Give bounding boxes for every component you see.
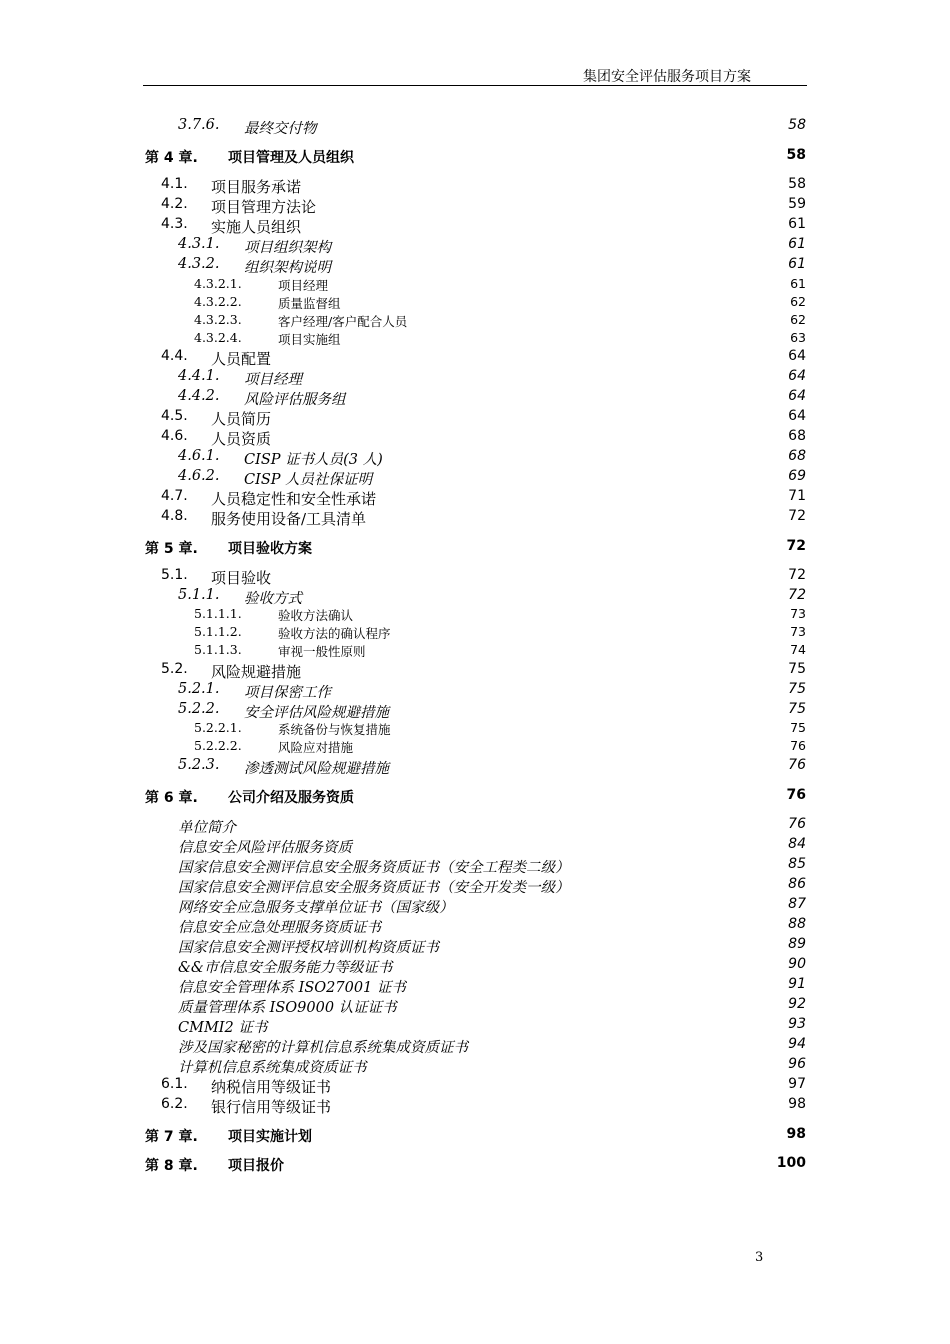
toc-entry-title: 验收方法确认 xyxy=(278,608,354,623)
toc-entry-title: 人员简历 xyxy=(211,410,272,428)
toc-entry-page: 94 xyxy=(788,1036,806,1052)
toc-entry-title: 服务使用设备/工具清单 xyxy=(211,510,367,528)
toc-entry[interactable] xyxy=(0,996,950,1016)
toc-entry-page: 97 xyxy=(788,1076,806,1092)
toc-entry-number: 第 7 章. xyxy=(145,1129,198,1145)
toc-entry-page: 76 xyxy=(788,816,806,832)
toc-entry[interactable] xyxy=(0,567,950,587)
toc-entry-number: 5.2.2. xyxy=(178,701,220,717)
toc-entry[interactable] xyxy=(0,330,950,350)
toc-entry-number: 4.3.1. xyxy=(178,236,220,252)
toc-entry[interactable] xyxy=(0,488,950,508)
toc-entry[interactable] xyxy=(0,276,950,296)
toc-entry-page: 58 xyxy=(788,117,806,133)
toc-entry-page: 61 xyxy=(788,236,806,252)
toc-entry-title: 最终交付物 xyxy=(244,121,317,137)
toc-entry-page: 88 xyxy=(788,916,806,932)
toc-entry-page: 89 xyxy=(788,936,806,952)
toc-entry-title: 信息安全应急处理服务资质证书 xyxy=(178,920,381,936)
toc-entry-page: 69 xyxy=(788,468,806,484)
toc-entry-title: 银行信用等级证书 xyxy=(211,1098,332,1116)
toc-entry-page: 61 xyxy=(788,216,806,232)
toc-entry-page: 72 xyxy=(788,508,806,524)
toc-entry-title: 实施人员组织 xyxy=(211,218,302,236)
toc-entry-title: 质量管理体系 ISO9000 认证证书 xyxy=(178,1000,397,1016)
toc-entry[interactable] xyxy=(0,661,950,681)
toc-entry-page: 75 xyxy=(788,681,806,697)
toc-entry-page: 62 xyxy=(790,312,806,327)
toc-entry-title: 风险规避措施 xyxy=(211,663,302,681)
toc-entry[interactable] xyxy=(0,388,950,408)
toc-entry-page: 76 xyxy=(788,757,806,773)
toc-entry-title: CMMI2 证书 xyxy=(178,1020,268,1036)
toc-entry-title: 系统备份与恢复措施 xyxy=(278,722,391,737)
toc-entry-title: 项目保密工作 xyxy=(244,685,331,701)
toc-entry-page: 76 xyxy=(786,787,806,803)
toc-entry[interactable] xyxy=(0,876,950,896)
toc-entry[interactable] xyxy=(0,312,950,332)
toc-entry[interactable] xyxy=(0,508,950,528)
toc-entry[interactable] xyxy=(0,294,950,314)
toc-entry-title: 项目组织架构 xyxy=(244,240,331,256)
toc-entry-number: 4.4.1. xyxy=(178,368,220,384)
toc-entry[interactable] xyxy=(0,1016,950,1036)
toc-entry-page: 85 xyxy=(788,856,806,872)
toc-entry-title: 项目服务承诺 xyxy=(211,178,302,196)
toc-entry-page: 93 xyxy=(788,1016,806,1032)
toc-entry-title: 信息安全管理体系 ISO27001 证书 xyxy=(178,980,406,996)
toc-chapter-entry[interactable] xyxy=(0,1126,950,1146)
toc-entry-number: 4.6.1. xyxy=(178,448,220,464)
toc-entry[interactable] xyxy=(0,738,950,758)
toc-entry[interactable] xyxy=(0,117,950,137)
toc-entry-number: 5.1. xyxy=(161,567,188,583)
toc-entry[interactable] xyxy=(0,836,950,856)
toc-entry-number: 3.7.6. xyxy=(178,117,220,133)
toc-entry-number: 6.1. xyxy=(161,1076,188,1092)
toc-entry-page: 92 xyxy=(788,996,806,1012)
toc-entry[interactable] xyxy=(0,587,950,607)
toc-entry-title: &&市信息安全服务能力等级证书 xyxy=(178,960,393,976)
toc-entry[interactable] xyxy=(0,1036,950,1056)
toc-entry-number: 5.2.2.2. xyxy=(194,738,242,753)
toc-entry[interactable] xyxy=(0,256,950,276)
toc-entry[interactable] xyxy=(0,757,950,777)
toc-entry-page: 68 xyxy=(788,428,806,444)
toc-entry[interactable] xyxy=(0,368,950,388)
toc-entry-page: 58 xyxy=(788,176,806,192)
toc-entry-page: 86 xyxy=(788,876,806,892)
toc-entry-page: 73 xyxy=(790,624,806,639)
toc-entry[interactable] xyxy=(0,624,950,644)
toc-entry-page: 72 xyxy=(788,567,806,583)
toc-entry-page: 64 xyxy=(788,388,806,404)
toc-entry-title: 单位简介 xyxy=(178,820,236,836)
toc-entry-title: 项目经理 xyxy=(278,278,329,293)
toc-entry-page: 96 xyxy=(788,1056,806,1072)
toc-entry-title: 项目实施计划 xyxy=(228,1129,312,1145)
toc-entry-page: 71 xyxy=(788,488,806,504)
toc-entry-page: 84 xyxy=(788,836,806,852)
toc-entry-title: 公司介绍及服务资质 xyxy=(228,790,354,806)
toc-entry-title: 项目实施组 xyxy=(278,332,341,347)
toc-entry-page: 75 xyxy=(790,720,806,735)
toc-entry-page: 58 xyxy=(786,147,806,163)
toc-entry[interactable] xyxy=(0,408,950,428)
toc-entry-title: 项目管理方法论 xyxy=(211,198,317,216)
toc-entry[interactable] xyxy=(0,216,950,236)
toc-entry-number: 4.3.2.4. xyxy=(194,330,242,345)
toc-entry[interactable] xyxy=(0,236,950,256)
toc-entry-page: 72 xyxy=(786,538,806,554)
toc-entry-number: 5.1.1. xyxy=(178,587,220,603)
toc-entry-page: 76 xyxy=(790,738,806,753)
toc-entry[interactable] xyxy=(0,606,950,626)
toc-entry-number: 4.1. xyxy=(161,176,188,192)
toc-entry-number: 4.2. xyxy=(161,196,188,212)
toc-entry-number: 5.1.1.1. xyxy=(194,606,242,621)
toc-entry-title: 计算机信息系统集成资质证书 xyxy=(178,1060,367,1076)
toc-entry-title: 验收方法的确认程序 xyxy=(278,626,391,641)
toc-entry[interactable] xyxy=(0,916,950,936)
toc-entry-page: 75 xyxy=(788,661,806,677)
toc-entry-number: 6.2. xyxy=(161,1096,188,1112)
toc-entry-page: 61 xyxy=(788,256,806,272)
toc-entry[interactable] xyxy=(0,681,950,701)
toc-entry-title: CISP 人员社保证明 xyxy=(244,472,373,488)
toc-entry-page: 64 xyxy=(788,408,806,424)
toc-entry[interactable] xyxy=(0,936,950,956)
toc-entry-page: 62 xyxy=(790,294,806,309)
toc-entry-title: 人员配置 xyxy=(211,350,272,368)
toc-entry[interactable] xyxy=(0,448,950,468)
toc-entry-number: 4.8. xyxy=(161,508,188,524)
toc-entry[interactable] xyxy=(0,956,950,976)
toc-entry-page: 63 xyxy=(790,330,806,345)
toc-entry-title: 人员资质 xyxy=(211,430,272,448)
toc-entry-page: 98 xyxy=(788,1096,806,1112)
toc-entry-number: 第 8 章. xyxy=(145,1158,198,1174)
toc-entry-number: 4.6.2. xyxy=(178,468,220,484)
toc-entry-page: 68 xyxy=(788,448,806,464)
toc-entry-page: 64 xyxy=(788,348,806,364)
toc-entry[interactable] xyxy=(0,1076,950,1096)
toc-entry-number: 5.2.2.1. xyxy=(194,720,242,735)
toc-chapter-entry[interactable] xyxy=(0,538,950,558)
toc-entry-number: 4.6. xyxy=(161,428,188,444)
toc-entry-number: 4.3. xyxy=(161,216,188,232)
toc-entry-number: 第 6 章. xyxy=(145,790,198,806)
toc-entry-page: 59 xyxy=(788,196,806,212)
toc-entry-page: 61 xyxy=(790,276,806,291)
toc-entry-page: 64 xyxy=(788,368,806,384)
toc-entry[interactable] xyxy=(0,1056,950,1076)
toc-entry[interactable] xyxy=(0,196,950,216)
toc-entry-number: 5.2.1. xyxy=(178,681,220,697)
toc-entry-page: 98 xyxy=(786,1126,806,1142)
toc-entry[interactable] xyxy=(0,176,950,196)
toc-entry-title: 渗透测试风险规避措施 xyxy=(244,761,389,777)
toc-entry-title: 项目验收方案 xyxy=(228,541,312,557)
toc-entry-title: 网络安全应急服务支撑单位证书（国家级） xyxy=(178,900,454,916)
toc-entry[interactable] xyxy=(0,720,950,740)
toc-entry-page: 73 xyxy=(790,606,806,621)
toc-entry-title: 风险评估服务组 xyxy=(244,392,346,408)
toc-entry[interactable] xyxy=(0,348,950,368)
toc-entry-page: 74 xyxy=(790,642,806,657)
toc-entry-title: CISP 证书人员(3 人) xyxy=(244,452,383,468)
toc-entry-number: 5.2. xyxy=(161,661,188,677)
toc-entry-number: 4.3.2.2. xyxy=(194,294,242,309)
toc-entry-number: 4.5. xyxy=(161,408,188,424)
toc-entry-title: 项目报价 xyxy=(228,1158,284,1174)
toc-entry-title: 质量监督组 xyxy=(278,296,341,311)
toc-entry-title: 项目经理 xyxy=(244,372,302,388)
toc-entry-title: 信息安全风险评估服务资质 xyxy=(178,840,352,856)
toc-entry-number: 4.7. xyxy=(161,488,188,504)
toc-entry[interactable] xyxy=(0,976,950,996)
toc-entry[interactable] xyxy=(0,896,950,916)
toc-entry-title: 客户经理/客户配合人员 xyxy=(278,314,408,329)
toc-entry-page: 72 xyxy=(788,587,806,603)
toc-entry-title: 人员稳定性和安全性承诺 xyxy=(211,490,377,508)
toc-entry[interactable] xyxy=(0,856,950,876)
toc-entry[interactable] xyxy=(0,642,950,662)
toc-entry-title: 验收方式 xyxy=(244,591,302,607)
toc-entry-number: 第 5 章. xyxy=(145,541,198,557)
toc-entry[interactable] xyxy=(0,468,950,488)
toc-entry[interactable] xyxy=(0,701,950,721)
toc-entry-number: 4.4.2. xyxy=(178,388,220,404)
toc-entry[interactable] xyxy=(0,428,950,448)
toc-entry-number: 5.1.1.3. xyxy=(194,642,242,657)
toc-entry-number: 第 4 章. xyxy=(145,150,198,166)
toc-entry-page: 75 xyxy=(788,701,806,717)
toc-entry-page: 90 xyxy=(788,956,806,972)
toc-entry-number: 4.3.2. xyxy=(178,256,220,272)
toc-entry-title: 纳税信用等级证书 xyxy=(211,1078,332,1096)
toc-entry-title: 风险应对措施 xyxy=(278,740,354,755)
toc-chapter-entry[interactable] xyxy=(0,147,950,167)
toc-entry-title: 安全评估风险规避措施 xyxy=(244,705,389,721)
toc-entry[interactable] xyxy=(0,816,950,836)
toc-entry-number: 4.3.2.3. xyxy=(194,312,242,327)
toc-entry-title: 涉及国家秘密的计算机信息系统集成资质证书 xyxy=(178,1040,468,1056)
toc-entry-title: 国家信息安全测评信息安全服务资质证书（安全开发类一级） xyxy=(178,880,570,896)
toc-entry-page: 87 xyxy=(788,896,806,912)
toc-entry-number: 5.2.3. xyxy=(178,757,220,773)
toc-entry-title: 项目验收 xyxy=(211,569,272,587)
toc-entry-title: 国家信息安全测评授权培训机构资质证书 xyxy=(178,940,439,956)
toc-chapter-entry[interactable] xyxy=(0,787,950,807)
toc-entry-title: 组织架构说明 xyxy=(244,260,331,276)
toc-entry-page: 91 xyxy=(788,976,806,992)
toc-entry-title: 项目管理及人员组织 xyxy=(228,150,354,166)
toc-entry[interactable] xyxy=(0,1096,950,1116)
toc-entry-title: 审视一般性原则 xyxy=(278,644,366,659)
toc-entry-number: 4.3.2.1. xyxy=(194,276,242,291)
page-number: 3 xyxy=(755,1250,764,1265)
toc-entry-page: 100 xyxy=(776,1155,806,1171)
toc-entry-number: 4.4. xyxy=(161,348,188,364)
header-title: 集团安全评估服务项目方案 xyxy=(583,69,751,85)
toc-chapter-entry[interactable] xyxy=(0,1155,950,1175)
toc-entry-number: 5.1.1.2. xyxy=(194,624,242,639)
toc-entry-title: 国家信息安全测评信息安全服务资质证书（安全工程类二级） xyxy=(178,860,570,876)
